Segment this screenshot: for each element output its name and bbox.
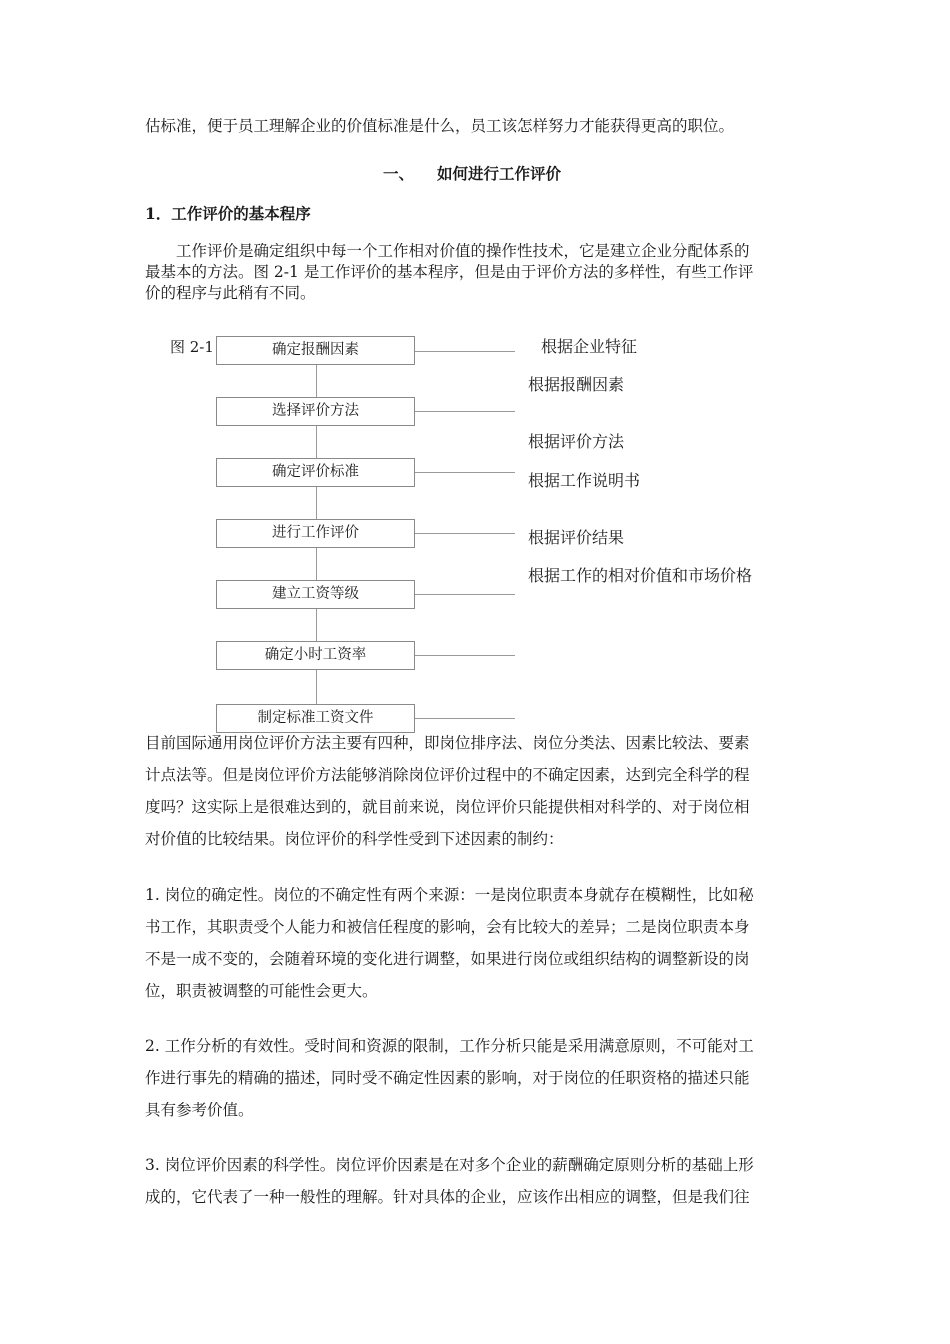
flow-connector	[316, 548, 317, 580]
flow-step: 确定评价标准	[216, 458, 415, 487]
intro-line: 价的程序与此稍有不同。	[145, 284, 316, 302]
flow-note: 根据评价方法	[528, 432, 625, 451]
flow-step: 制定标准工资文件	[216, 704, 415, 733]
flow-connector	[316, 426, 317, 458]
body-line: 3. 岗位评价因素的科学性。岗位评价因素是在对多个企业的薪酬确定原则分析的基础上形	[145, 1156, 754, 1174]
section-title: 如何进行工作评价	[437, 164, 562, 183]
body-line: 目前国际通用岗位评价方法主要有四种，即岗位排序法、岗位分类法、因素比较法、要素	[145, 734, 750, 752]
flow-branch-line	[415, 718, 515, 719]
subheading: 1．工作评价的基本程序	[145, 204, 311, 223]
flow-connector	[316, 670, 317, 704]
section-number: 一、	[383, 164, 415, 183]
body-line: 度吗？这实际上是很难达到的，就目前来说，岗位评价只能提供相对科学的、对于岗位相	[145, 798, 750, 816]
flow-step: 确定小时工资率	[216, 641, 415, 670]
top-line: 估标准，便于员工理解企业的价值标准是什么，员工该怎样努力才能获得更高的职位。	[145, 117, 735, 135]
intro-line: 工作评价是确定组织中每一个工作相对价值的操作性技术，它是建立企业分配体系的	[145, 242, 750, 260]
flow-step: 进行工作评价	[216, 519, 415, 548]
flow-branch-line	[415, 655, 515, 656]
body-line: 成的，它代表了一种一般性的理解。针对具体的企业，应该作出相应的调整，但是我们往	[145, 1188, 750, 1206]
flow-step: 选择评价方法	[216, 397, 415, 426]
flow-note: 根据工作说明书	[528, 471, 641, 490]
flow-branch-line	[415, 411, 515, 412]
flow-note: 根据企业特征	[541, 337, 638, 356]
body-line: 书工作，其职责受个人能力和被信任程度的影响，会有比较大的差异；二是岗位职责本身	[145, 918, 750, 936]
body-line: 计点法等。但是岗位评价方法能够消除岗位评价过程中的不确定因素，达到完全科学的程	[145, 766, 750, 784]
flow-branch-line	[415, 472, 515, 473]
flow-note: 根据报酬因素	[528, 375, 625, 394]
flow-note: 根据工作的相对价值和市场价格	[528, 566, 753, 585]
body-line: 具有参考价值。	[145, 1101, 254, 1119]
figure-label: 图 2-1	[170, 338, 214, 356]
flow-step: 建立工资等级	[216, 580, 415, 609]
flow-connector	[316, 365, 317, 397]
flow-step: 确定报酬因素	[216, 336, 415, 365]
flow-note: 根据评价结果	[528, 528, 625, 547]
flow-branch-line	[415, 594, 515, 595]
intro-line: 最基本的方法。图 2-1 是工作评价的基本程序，但是由于评价方法的多样性，有些工作评	[145, 263, 754, 281]
body-line: 对价值的比较结果。岗位评价的科学性受到下述因素的制约：	[145, 830, 564, 848]
flow-branch-line	[415, 351, 515, 352]
body-line: 不是一成不变的，会随着环境的变化进行调整，如果进行岗位或组织结构的调整新设的岗	[145, 950, 750, 968]
flow-connector	[316, 487, 317, 519]
body-line: 作进行事先的精确的描述，同时受不确定性因素的影响，对于岗位的任职资格的描述只能	[145, 1069, 750, 1087]
body-line: 1. 岗位的确定性。岗位的不确定性有两个来源：一是岗位职责本身就存在模糊性，比如秘	[145, 886, 754, 904]
body-line: 位，职责被调整的可能性会更大。	[145, 982, 378, 1000]
flow-branch-line	[415, 533, 515, 534]
body-line: 2. 工作分析的有效性。受时间和资源的限制，工作分析只能是采用满意原则，不可能对工	[145, 1037, 754, 1055]
flow-connector	[316, 609, 317, 641]
